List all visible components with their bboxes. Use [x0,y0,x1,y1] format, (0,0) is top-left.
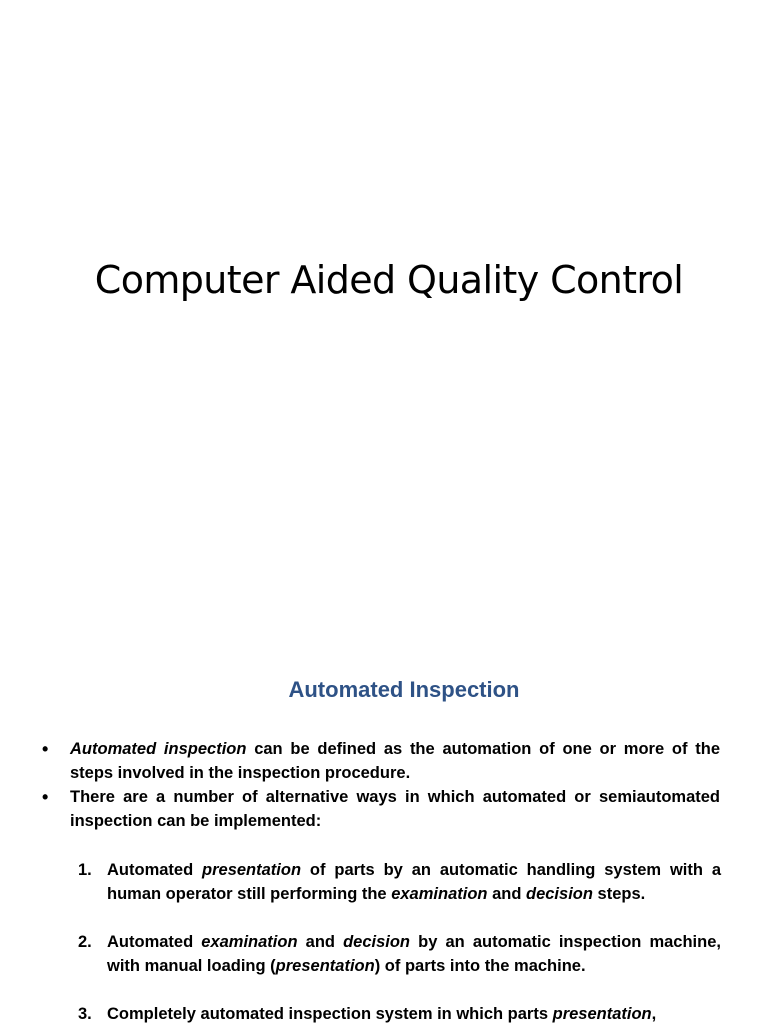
item-number: 1. [78,861,92,879]
slide-title: Computer Aided Quality Control [94,258,684,302]
section-heading: Automated Inspection [288,677,520,702]
emphasis-term: examination [391,885,488,903]
emphasis-term: presentation [202,861,302,879]
item-text: ) of parts into the machine. [374,957,586,975]
item-text: steps. [592,885,646,903]
bullet-item [40,785,720,833]
emphasis-term: decision [526,885,593,903]
emphasis-term: examination [201,933,298,951]
numbered-list [78,858,721,1024]
bullet-marker: • [42,739,49,759]
item-text: Completely automated inspection system in which parts [107,1005,553,1023]
item-text: by an automatic inspection machine, with manual loading ( [107,933,721,975]
item-text: Automated [107,861,203,879]
item-text: Automated [107,933,202,951]
numbered-item [78,858,721,906]
item-number: 2. [78,933,92,951]
bullet-list [40,737,720,833]
bullet-item [40,737,720,785]
bullet-text: can be defined as the automation of one or more of the steps involved in the inspection procedure. [70,740,720,782]
numbered-item [78,930,721,978]
item-text: and [297,933,344,951]
bullet-marker: • [42,787,49,807]
emphasis-term: presentation [552,1005,652,1023]
emphasis-term: presentation [275,957,375,975]
item-number: 3. [78,1005,92,1023]
item-text: of parts by an automatic handling system with a human operator still performing the [107,861,721,903]
item-text: and [487,885,526,903]
emphasis-term: Automated inspection [70,740,247,758]
content-slide [0,625,768,1024]
bullet-text: There are a number of alternative ways in which automated or semiautomated inspection can be implemented: [70,788,720,830]
item-text: , [651,1005,657,1023]
numbered-item [78,1002,721,1024]
emphasis-term: decision [343,933,411,951]
